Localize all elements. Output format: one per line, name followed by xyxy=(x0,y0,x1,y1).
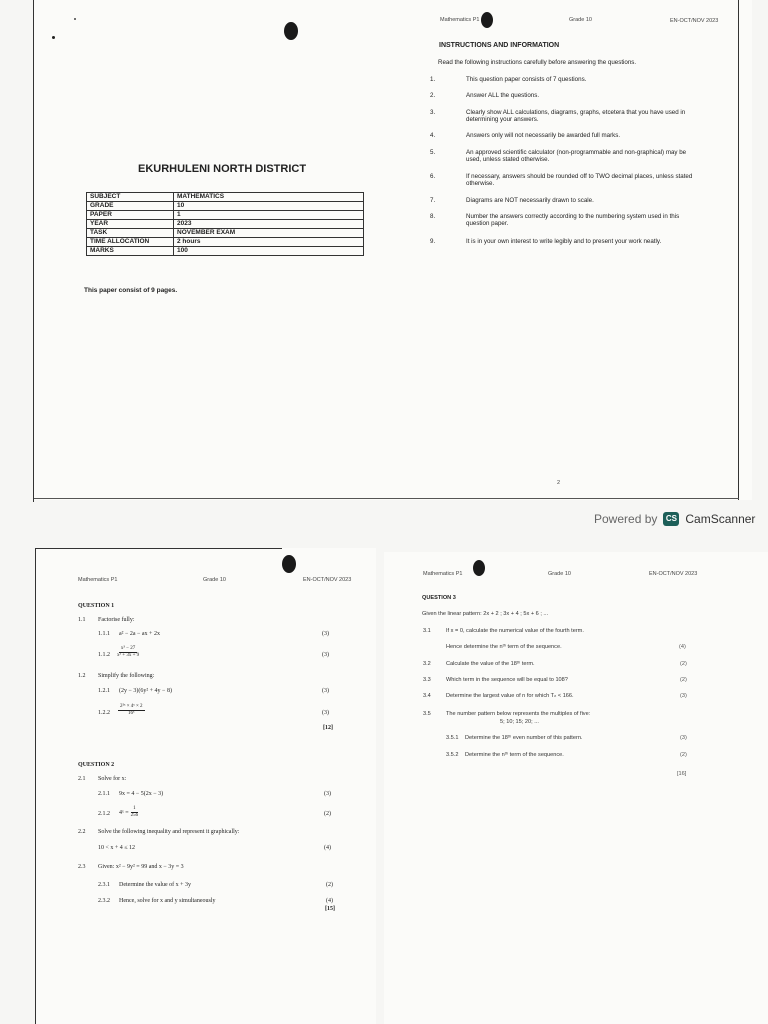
instruction-item: 8. Number the answers correctly according to the numbering system used in this question paper. xyxy=(430,213,680,227)
pages-note: This paper consist of 9 pages. xyxy=(84,287,178,294)
page2-header-grade: Grade 10 xyxy=(569,17,592,23)
punch-hole-icon xyxy=(473,560,485,576)
page2-header-code: EN-OCT/NOV 2023 xyxy=(670,18,719,24)
question-3-total: [16] xyxy=(677,771,687,777)
instruction-item: 4. Answers only will not necessarily be awarded full marks. xyxy=(430,132,621,139)
bottom-left-page-scan xyxy=(36,548,376,1024)
top-right-edge xyxy=(738,0,739,500)
bottom-right-page-scan xyxy=(384,552,768,1024)
page3-header-subject: Mathematics P1 xyxy=(78,577,118,583)
camscanner-watermark xyxy=(594,512,755,526)
watermark-prefix: Powered by xyxy=(594,512,658,526)
table-row: TASK NOVEMBER EXAM xyxy=(87,229,364,238)
instruction-item: 1. This question paper consists of 7 questions. xyxy=(430,76,587,83)
page4-header-subject: Mathematics P1 xyxy=(423,571,463,577)
table-row: SUBJECT MATHEMATICS xyxy=(87,193,364,202)
question-2-total: [15] xyxy=(325,906,335,912)
question-1-title: QUESTION 1 xyxy=(78,603,115,609)
speck xyxy=(74,18,76,20)
fraction: $\frac{\text{x³ − 27}}{\text{x² + 3x + 9}}$ xyxy=(117,646,140,658)
instruction-item: 7. Diagrams are NOT necessarily drawn to scale. xyxy=(430,197,594,204)
bottom-left-top-edge xyxy=(36,548,282,549)
bottom-left-left-edge xyxy=(35,548,36,1024)
instruction-item: 3. Clearly show ALL calculations, diagrams, graphs, etcetera that you have used in determining your answers. xyxy=(430,109,686,123)
watermark-brand: CamScanner xyxy=(685,512,756,526)
top-bottom-edge xyxy=(34,498,739,499)
instruction-item: 6. If necessary, answers should be rounded off to TWO decimal places, unless stated otherwise. xyxy=(430,173,693,187)
table-row: TIME ALLOCATION 2 hours xyxy=(87,238,364,247)
speck xyxy=(52,36,55,39)
instruction-item: 9. It is in your own interest to write legibly and to present your work neatly. xyxy=(430,238,662,245)
question-1-total: [12] xyxy=(323,725,333,731)
punch-hole-icon xyxy=(284,22,298,40)
instruction-item: 2. Answer ALL the questions. xyxy=(430,92,540,99)
page4-header-code: EN-OCT/NOV 2023 xyxy=(649,571,698,577)
question-2-title: QUESTION 2 xyxy=(78,762,115,768)
fraction: 4ˣ = $\frac{1}{256}$ xyxy=(119,806,139,818)
table-row: YEAR 2023 xyxy=(87,220,364,229)
instruction-item: 5. An approved scientific calculator (non-programmable and non-graphical) may be used, unless stated otherwise. xyxy=(430,149,687,163)
instructions-title: INSTRUCTIONS AND INFORMATION xyxy=(439,42,560,49)
instructions-intro: Read the following instructions carefully before answering the questions. xyxy=(438,59,637,66)
district-title: EKURHULENI NORTH DISTRICT xyxy=(138,163,307,175)
table-row: PAPER 1 xyxy=(87,211,364,220)
page3-header-grade: Grade 10 xyxy=(203,577,226,583)
page2-header-subject: Mathematics P1 xyxy=(440,17,480,23)
table-row: MARKS 100 xyxy=(87,247,364,256)
question-3-title: QUESTION 3 xyxy=(422,595,456,601)
page-number: 2 xyxy=(557,480,561,486)
table-row: GRADE 10 xyxy=(87,202,364,211)
punch-hole-icon xyxy=(481,12,493,28)
punch-hole-icon xyxy=(282,555,296,573)
cover-info-table xyxy=(86,192,364,256)
top-left-edge xyxy=(33,0,34,502)
camscanner-logo-icon: CS xyxy=(663,512,679,526)
page4-header-grade: Grade 10 xyxy=(548,571,571,577)
page3-header-code: EN-OCT/NOV 2023 xyxy=(303,577,352,583)
fraction: $\frac{\text{2²ˣ × 4ˣ × 2}}{\text{16ˣ}}$ xyxy=(120,704,143,716)
